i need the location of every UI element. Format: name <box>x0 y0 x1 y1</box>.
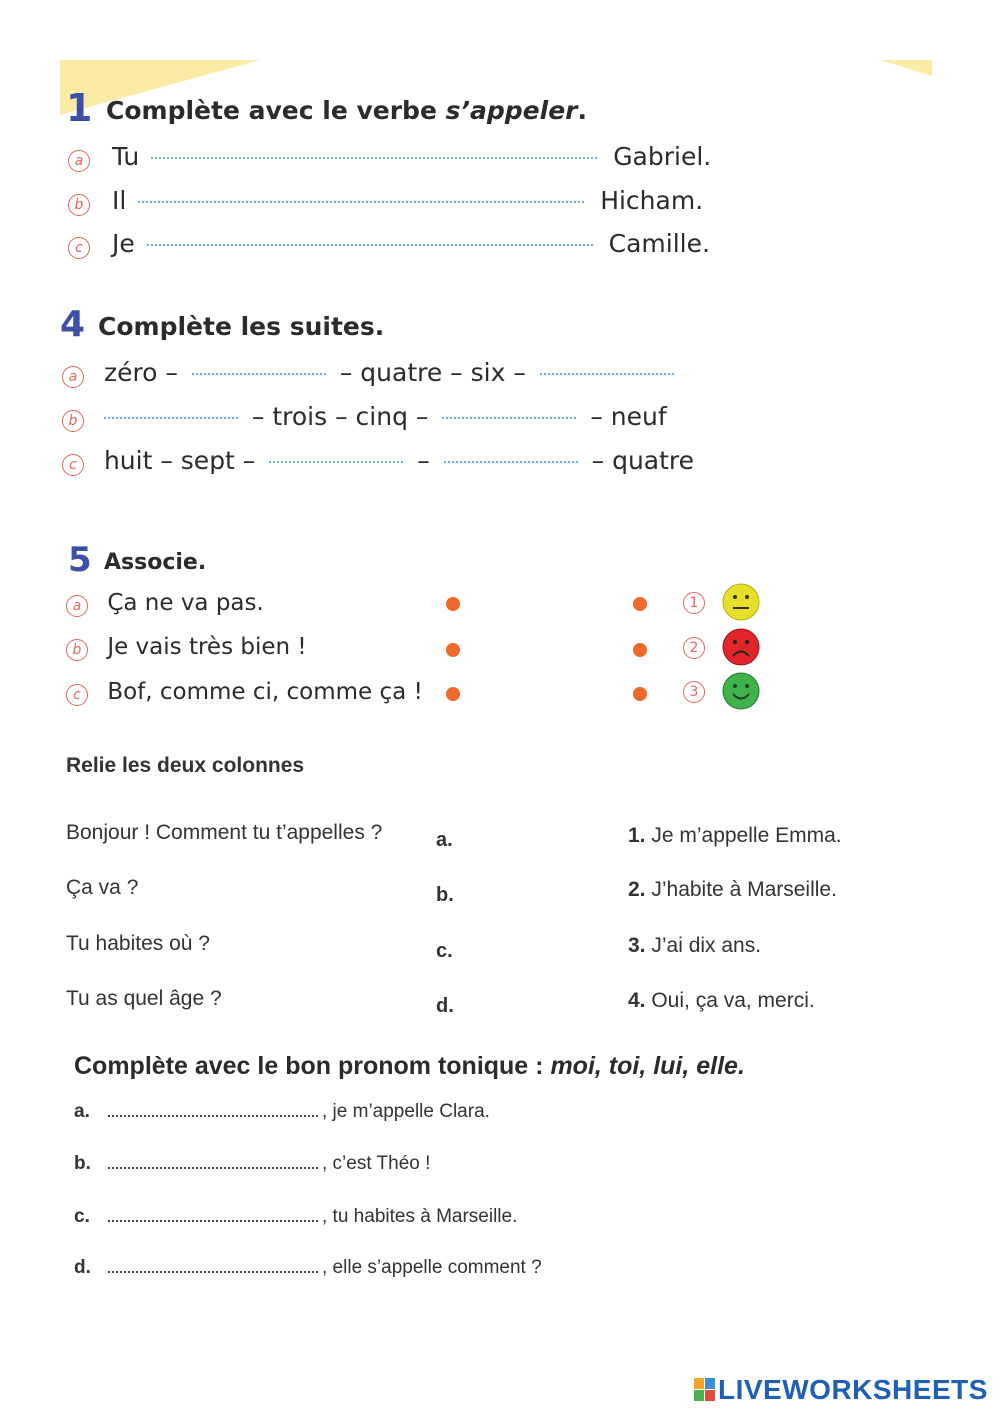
match-dot-right-3[interactable] <box>633 687 647 701</box>
face-number: 3 <box>683 681 705 703</box>
item-start: Tu <box>111 142 140 171</box>
answer-blank[interactable] <box>138 201 584 203</box>
item-end: Gabriel. <box>613 142 712 171</box>
happy-face-icon <box>721 671 761 711</box>
face-number: 1 <box>683 592 705 614</box>
pronom-item-b <box>74 1153 430 1175</box>
ex1-item-b <box>68 186 703 216</box>
item-letter: b. <box>74 1153 91 1174</box>
answer-blank[interactable] <box>540 373 674 375</box>
seq-part: – quatre – six – <box>339 358 526 387</box>
seq-part: – <box>417 446 430 475</box>
title-suffix: . <box>577 96 587 125</box>
letter-circle: b <box>62 410 84 432</box>
letter-circle: c <box>62 454 84 476</box>
answer-blank[interactable] <box>151 157 597 159</box>
ex1-item-c <box>68 229 710 259</box>
ex4-item-b <box>62 402 667 432</box>
item-text: , je m’appelle Clara. <box>322 1101 490 1122</box>
question-d: Tu as quel âge ? <box>66 987 222 1010</box>
letter-circle: a <box>62 366 84 388</box>
title-words: moi, toi, lui, elle. <box>550 1052 745 1080</box>
answer-blank[interactable] <box>269 461 403 463</box>
phrase-text: Je vais très bien ! <box>107 634 307 660</box>
answer-blank[interactable] <box>444 461 578 463</box>
answer-3 <box>628 934 761 958</box>
seq-part: – neuf <box>590 402 667 431</box>
exercise-1-number: 1 <box>66 86 93 130</box>
letter-d: d. <box>436 995 454 1017</box>
match-dot-left-b[interactable] <box>446 643 460 657</box>
exercise-4-number: 4 <box>60 304 86 345</box>
letter-a: a. <box>436 829 453 851</box>
answer-1 <box>628 824 842 848</box>
phrase-text: Bof, comme ci, comme ça ! <box>107 679 423 705</box>
match-dot-left-c[interactable] <box>446 687 460 701</box>
answer-4 <box>628 989 815 1013</box>
seq-part: zéro – <box>103 358 178 387</box>
item-text: , tu habites à Marseille. <box>322 1206 518 1227</box>
exercise-1-title <box>106 96 587 125</box>
ex1-item-a <box>68 142 711 172</box>
letter-circle: b <box>66 639 88 661</box>
title-verb: s’appeler <box>445 96 578 125</box>
item-text: , elle s’appelle comment ? <box>322 1257 542 1278</box>
answer-blank[interactable] <box>108 1167 318 1169</box>
ex4-item-a <box>62 358 680 388</box>
answer-blank[interactable] <box>108 1271 318 1273</box>
exercise-5-title: Associe. <box>104 550 207 575</box>
item-end: Camille. <box>608 229 710 258</box>
answer-blank[interactable] <box>192 373 326 375</box>
item-end: Hicham. <box>600 186 704 215</box>
ex4-item-c <box>62 446 694 476</box>
pronom-title <box>74 1052 745 1081</box>
letter-circle: a <box>66 595 88 617</box>
answer-blank[interactable] <box>104 417 238 419</box>
answer-blank[interactable] <box>108 1220 318 1222</box>
item-letter: d. <box>74 1257 91 1278</box>
ex5-item-c <box>66 679 423 706</box>
item-start: Il <box>111 186 127 215</box>
pronom-item-c <box>74 1206 517 1228</box>
pronom-item-d <box>74 1257 542 1279</box>
title-text: Complète avec le verbe <box>106 96 446 125</box>
answer-number: 3. <box>628 934 646 957</box>
answer-text: J’habite à Marseille. <box>645 878 837 901</box>
letter-c: c. <box>436 940 453 962</box>
answer-text: J’ai dix ans. <box>645 934 762 957</box>
answer-number: 2. <box>628 878 646 901</box>
answer-blank[interactable] <box>147 244 593 246</box>
liveworksheets-logo-icon <box>694 1378 716 1402</box>
answer-blank[interactable] <box>108 1115 318 1117</box>
answer-number: 1. <box>628 824 646 847</box>
item-letter: a. <box>74 1101 90 1122</box>
answer-blank[interactable] <box>442 417 576 419</box>
answer-text: Oui, ça va, merci. <box>645 989 815 1012</box>
question-b: Ça va ? <box>66 876 139 899</box>
relie-title: Relie les deux colonnes <box>66 754 305 777</box>
exercise-5-number: 5 <box>68 540 92 580</box>
match-dot-left-a[interactable] <box>446 597 460 611</box>
letter-circle: a <box>68 150 90 172</box>
match-dot-right-1[interactable] <box>633 597 647 611</box>
phrase-text: Ça ne va pas. <box>107 590 264 616</box>
letter-circle: c <box>68 237 90 259</box>
letter-circle: b <box>68 194 90 216</box>
sad-face-icon <box>721 627 761 667</box>
item-text: , c’est Théo ! <box>322 1153 431 1174</box>
title-text: Complète avec le bon pronom tonique : <box>74 1052 551 1080</box>
seq-part: – trois – cinq – <box>251 402 429 431</box>
ex5-item-b <box>66 634 307 661</box>
question-a: Bonjour ! Comment tu t’appelles ? <box>66 821 383 844</box>
answer-number: 4. <box>628 989 646 1012</box>
question-c: Tu habites où ? <box>66 932 210 955</box>
exercise-4-title: Complète les suites. <box>98 312 385 341</box>
item-start: Je <box>111 229 135 258</box>
face-number: 2 <box>683 637 705 659</box>
footer-brand: LIVEWORKSHEETS <box>718 1374 988 1405</box>
pronom-item-a <box>74 1101 490 1123</box>
ex5-item-a <box>66 590 264 617</box>
seq-part: – quatre <box>591 446 695 475</box>
match-dot-right-2[interactable] <box>633 643 647 657</box>
letter-b: b. <box>436 884 454 906</box>
neutral-face-icon <box>721 582 761 622</box>
item-letter: c. <box>74 1206 90 1227</box>
seq-part: huit – sept – <box>103 446 256 475</box>
letter-circle: c <box>66 684 88 706</box>
answer-text: Je m’appelle Emma. <box>645 824 842 847</box>
answer-2 <box>628 878 837 902</box>
